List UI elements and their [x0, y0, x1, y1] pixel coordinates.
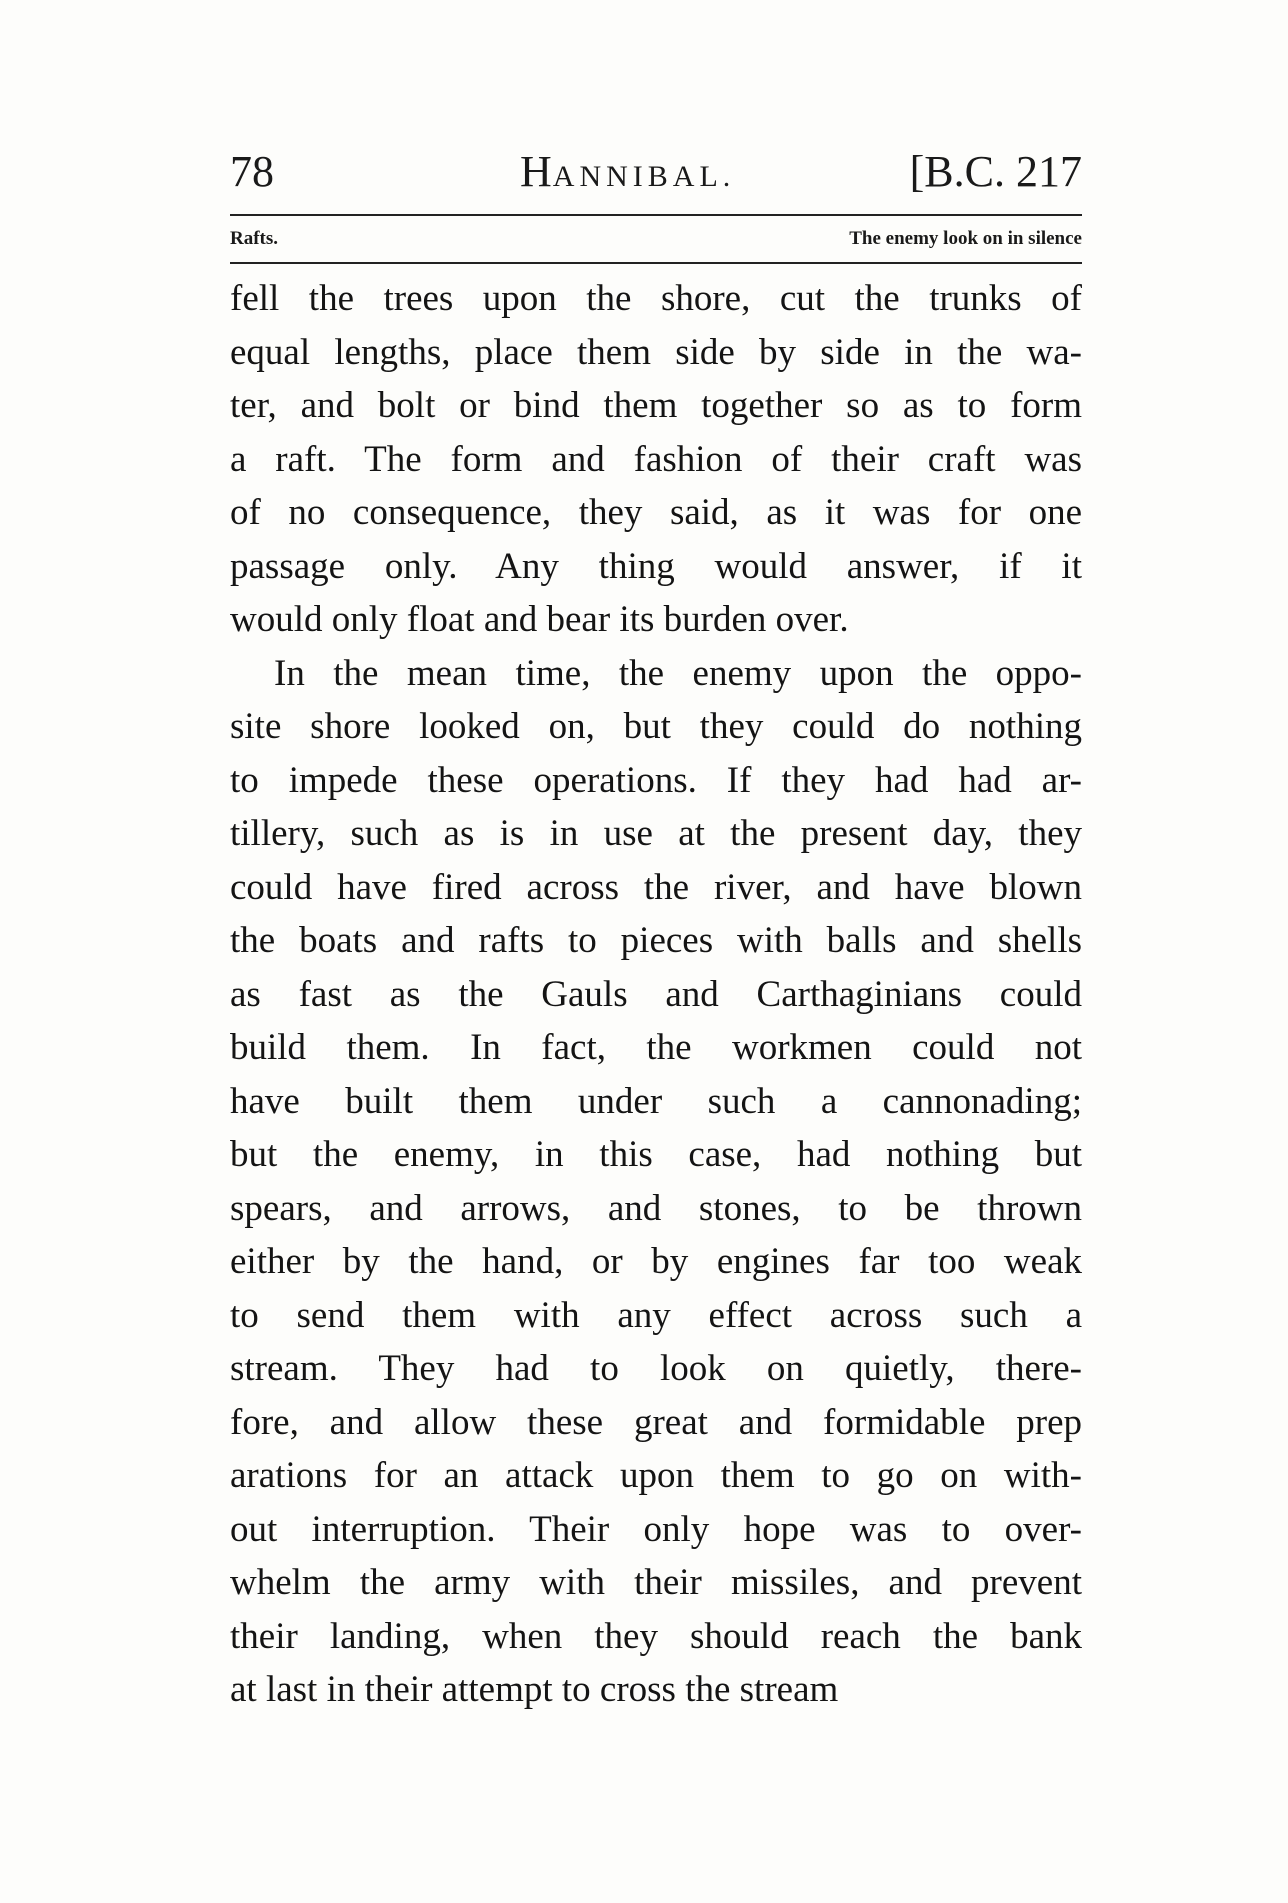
text-line: tillery, such as is in use at the present day, they [230, 813, 1082, 854]
text-line: their landing, when they should reach the bank [230, 1615, 1082, 1657]
body-text [230, 272, 1082, 1717]
text-line: of no consequence, they said, as it was for one [230, 492, 1082, 533]
header-rule-bottom [230, 262, 1082, 264]
text-line: out interruption. Their only hope was to over- [230, 1508, 1082, 1550]
book-title-initial: H [520, 147, 553, 196]
text-line: fell the trees upon the shore, cut the trunks of [230, 278, 1082, 319]
book-title [520, 142, 735, 207]
text-line: the boats and rafts to pieces with balls and shells [230, 920, 1082, 961]
text-line: stream. They had to look on quietly, there- [230, 1348, 1082, 1389]
text-line: equal lengths, place them side by side in the wa- [230, 331, 1082, 373]
text-line: but the enemy, in this case, had nothing but [230, 1134, 1082, 1175]
text-line: ter, and bolt or bind them together so as to form [230, 385, 1082, 426]
text-line: spears, and arrows, and stones, to be thrown [230, 1187, 1082, 1229]
running-head [230, 142, 1082, 202]
text-line: In the mean time, the enemy upon the oppo- [274, 652, 1082, 694]
margin-notes [230, 222, 1082, 256]
text-line: passage only. Any thing would answer, if it [230, 545, 1082, 587]
paragraph-1 [230, 272, 1082, 647]
date-reference: [B.C. 217 [909, 147, 1082, 196]
text-line: could have fired across the river, and have blown [230, 866, 1082, 908]
text-line: arations for an attack upon them to go on with- [230, 1455, 1082, 1496]
text-line: fore, and allow these great and formidable prep [230, 1401, 1082, 1443]
margin-note-right: The enemy look on in silence [849, 228, 1082, 249]
text-line: would only float and bear its burden over. [230, 599, 849, 640]
text-line: as fast as the Gauls and Carthaginians could [230, 973, 1082, 1015]
book-title-rest: ANNIBAL. [552, 160, 736, 193]
text-line: have built them under such a cannonading; [230, 1080, 1082, 1122]
text-line: build them. In fact, the workmen could not [230, 1027, 1082, 1068]
text-line: whelm the army with their missiles, and prevent [230, 1562, 1082, 1603]
text-line: site shore looked on, but they could do nothing [230, 706, 1082, 747]
header-rule-top [230, 214, 1082, 216]
page-number: 78 [230, 147, 274, 196]
text-line: at last in their attempt to cross the stream [230, 1669, 839, 1710]
margin-note-left: Rafts. [230, 228, 279, 249]
text-line: a raft. The form and fashion of their craft was [230, 438, 1082, 480]
text-line: to impede these operations. If they had had ar- [230, 759, 1082, 801]
paragraph-2 [230, 647, 1082, 1717]
text-line: either by the hand, or by engines far too weak [230, 1241, 1082, 1282]
text-line: to send them with any effect across such a [230, 1294, 1082, 1336]
